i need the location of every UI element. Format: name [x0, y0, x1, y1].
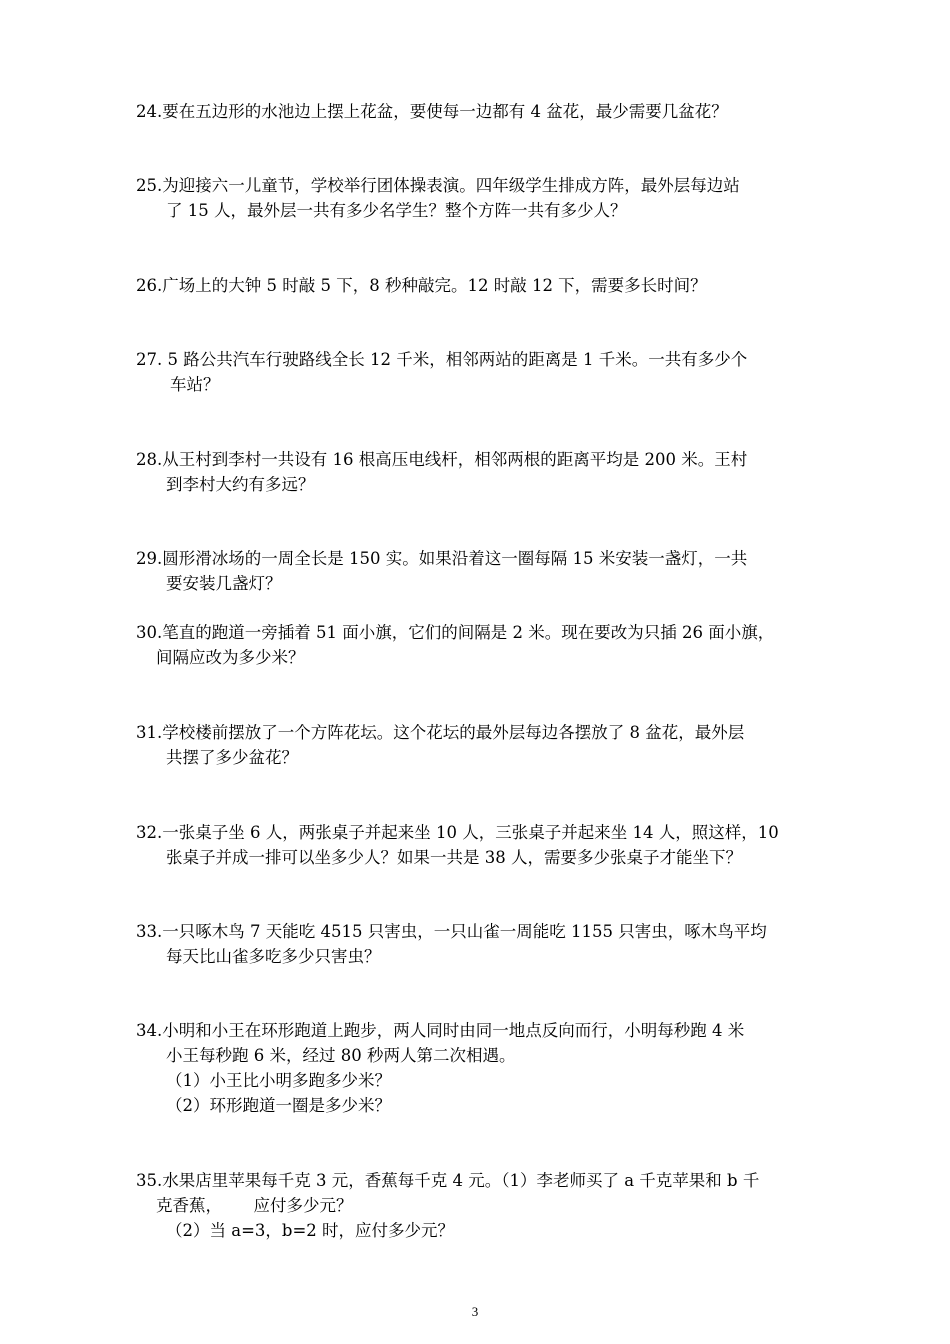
question-34-sub-1: （1）小王比小明多跑多少米？	[166, 1071, 391, 1090]
question-30-line-1: 30.笔直的跑道一旁插着 51 面小旗，它们的间隔是 2 米。现在要改为只插 26 面小旗，	[136, 623, 775, 642]
question-26-line-1: 26.广场上的大钟 5 时敲 5 下，8 秒种敲完。12 时敲 12 下，需要多长时间？	[136, 276, 707, 295]
question-34-sub-2: （2）环形跑道一圈是多少米？	[166, 1096, 391, 1115]
question-24-line-1: 24.要在五边形的水池边上摆上花盆，要使每一边都有 4 盆花，最少需要几盆花？	[136, 102, 728, 121]
question-35-sub-2: （2）当 a=3，b=2 时，应付多少元？	[166, 1221, 455, 1240]
page-number: 3	[471, 1304, 479, 1319]
question-25-line-1: 25.为迎接六一儿童节，学校举行团体操表演。四年级学生排成方阵，最外层每边站	[136, 176, 740, 195]
question-29-line-1: 29.圆形滑冰场的一周全长是 150 实。如果沿着这一圈每隔 15 米安装一盏灯，一共	[136, 549, 748, 568]
question-25-line-2: 了 15 人，最外层一共有多少名学生？整个方阵一共有多少人？	[166, 201, 627, 220]
question-32-line-1: 32.一张桌子坐 6 人，两张桌子并起来坐 10 人，三张桌子并起来坐 14 人，照这样，10	[136, 823, 779, 842]
question-32-line-2: 张桌子并成一排可以坐多少人？如果一共是 38 人，需要多少张桌子才能坐下？	[166, 848, 742, 867]
question-31-line-1: 31.学校楼前摆放了一个方阵花坛。这个花坛的最外层每边各摆放了 8 盆花，最外层	[136, 723, 745, 742]
question-29-line-2: 要安装几盏灯？	[166, 574, 282, 593]
question-28-line-2: 到李村大约有多远？	[166, 475, 315, 494]
question-33-line-2: 每天比山雀多吃多少只害虫？	[166, 947, 381, 966]
question-35-line-2: 克香蕉， 应付多少元？	[156, 1196, 353, 1215]
question-31-line-2: 共摆了多少盆花？	[166, 748, 298, 767]
question-27-line-1: 27. 5 路公共汽车行驶路线全长 12 千米，相邻两站的距离是 1 千米。一共有多少个	[136, 350, 748, 369]
question-30-line-2: 间隔应改为多少米？	[156, 648, 305, 667]
question-28-line-1: 28.从王村到李村一共设有 16 根高压电线杆，相邻两根的距离平均是 200 米。王村	[136, 450, 748, 469]
question-34-line-1: 34.小明和小王在环形跑道上跑步，两人同时由同一地点反向而行，小明每秒跑 4 米	[136, 1021, 745, 1040]
question-35-line-1: 35.水果店里苹果每千克 3 元，香蕉每千克 4 元。（1）李老师买了 a 千克苹果和 b 千	[136, 1171, 760, 1190]
question-34-line-2: 小王每秒跑 6 米，经过 80 秒两人第二次相遇。	[166, 1046, 516, 1065]
question-27-line-2: 车站？	[170, 375, 220, 394]
question-33-line-1: 33.一只啄木鸟 7 天能吃 4515 只害虫，一只山雀一周能吃 1155 只害虫，啄木鸟平均	[136, 922, 767, 941]
